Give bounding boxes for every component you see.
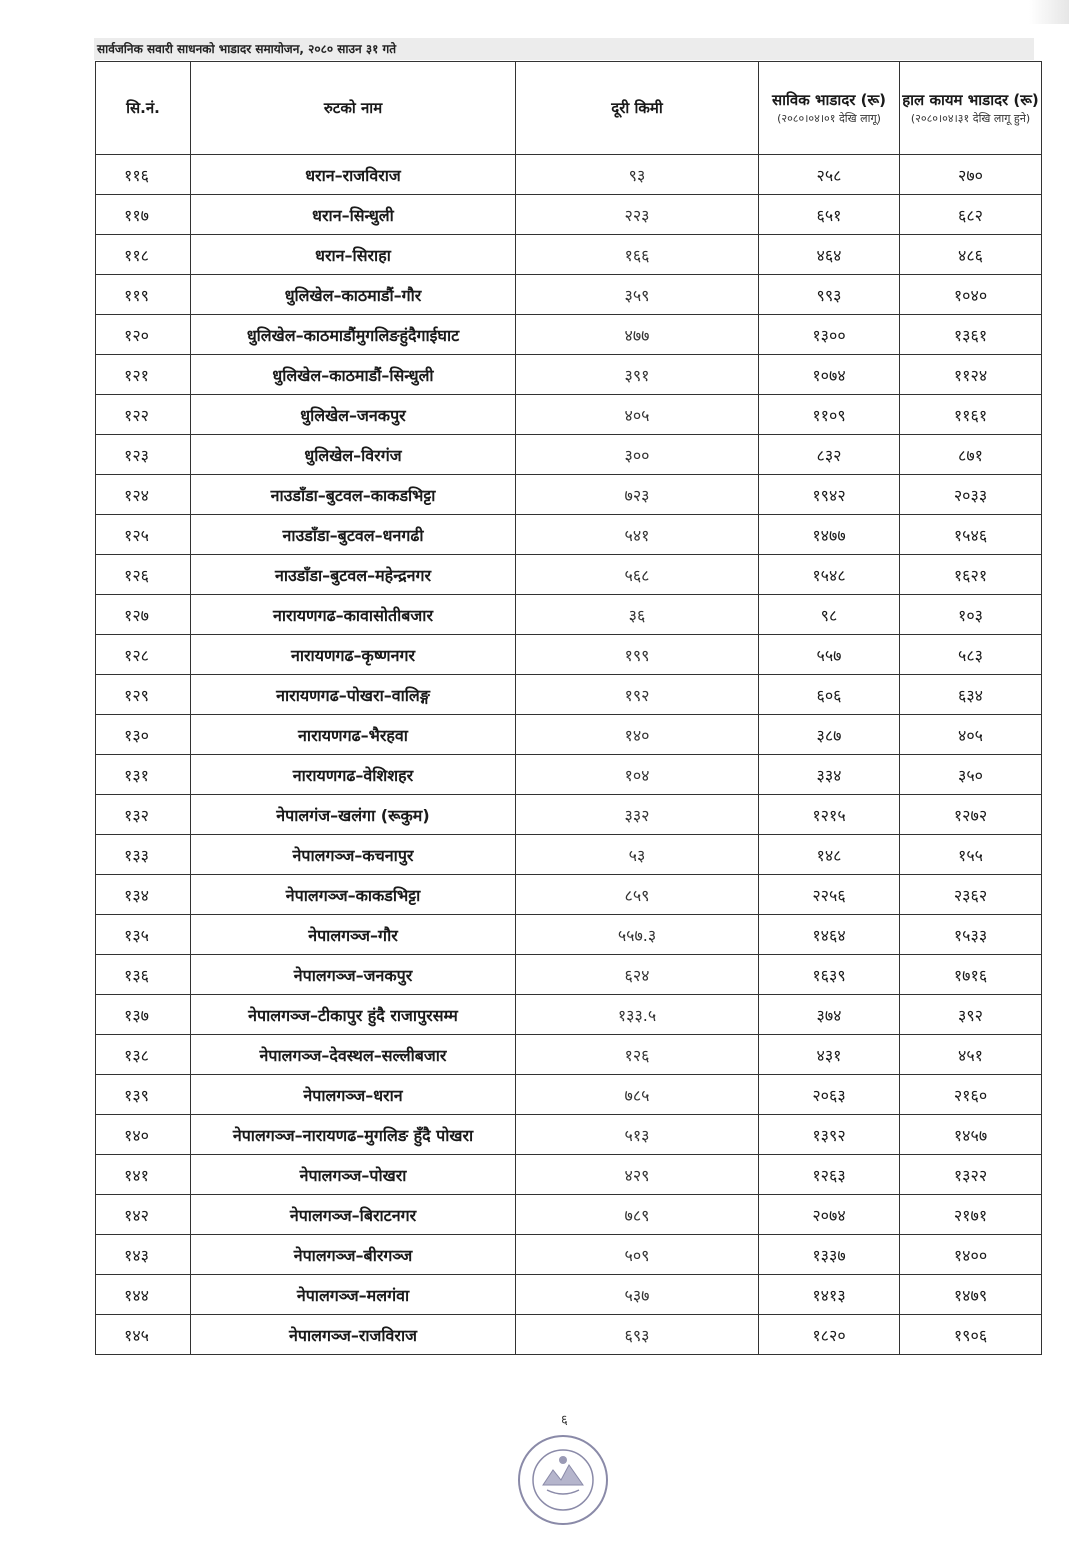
- table-row: [96, 435, 1042, 475]
- row-route-cell: नारायणगढ–कावासोतीबजार: [191, 595, 516, 635]
- row-distance-cell: १९२: [516, 675, 759, 715]
- row-distance-cell: ७८९: [516, 1195, 759, 1235]
- row-sn-cell: १२०: [96, 315, 191, 355]
- table-row: [96, 715, 1042, 755]
- row-route-cell: नाउडाँडा–बुटवल–धनगढी: [191, 515, 516, 555]
- table-row: [96, 195, 1042, 235]
- row-route-cell: नारायणगढ–वेशिशहर: [191, 755, 516, 795]
- row-old-rate-cell: २०६३: [759, 1075, 900, 1115]
- row-sn-cell: १२५: [96, 515, 191, 555]
- row-current-rate-cell: १३२२: [900, 1155, 1042, 1195]
- row-distance-cell: ५४१: [516, 515, 759, 555]
- row-old-rate-cell: १५४८: [759, 555, 900, 595]
- row-sn-cell: १३९: [96, 1075, 191, 1115]
- row-current-rate-cell: १३६१: [900, 315, 1042, 355]
- row-current-rate-cell: ६८२: [900, 195, 1042, 235]
- scan-glare: [1029, 0, 1069, 24]
- row-route-cell: नेपालगञ्ज–जनकपुर: [191, 955, 516, 995]
- row-route-cell: नेपालगञ्ज–बिराटनगर: [191, 1195, 516, 1235]
- table-row: [96, 955, 1042, 995]
- row-old-rate-cell: ३३४: [759, 755, 900, 795]
- row-route-cell: नारायणगढ–भैरहवा: [191, 715, 516, 755]
- row-current-rate-cell: १०४०: [900, 275, 1042, 315]
- row-sn-cell: १२२: [96, 395, 191, 435]
- row-route-cell: नारायणगढ–पोखरा–वालिङ्ग: [191, 675, 516, 715]
- row-sn-cell: १२६: [96, 555, 191, 595]
- row-sn-cell: १४२: [96, 1195, 191, 1235]
- column-header-old-rate-label: साविक भाडादर (रू): [771, 91, 887, 109]
- row-current-rate-cell: १५४६: [900, 515, 1042, 555]
- row-sn-cell: १३७: [96, 995, 191, 1035]
- row-current-rate-cell: १५५: [900, 835, 1042, 875]
- row-current-rate-cell: १४००: [900, 1235, 1042, 1275]
- row-route-cell: धुलिखेल–काठमाडौंमुगलिङहुंदैगाईघाट: [191, 315, 516, 355]
- row-route-cell: नेपालगञ्ज–देवस्थल–सल्लीबजार: [191, 1035, 516, 1075]
- row-sn-cell: १४४: [96, 1275, 191, 1315]
- row-old-rate-cell: ९८: [759, 595, 900, 635]
- document-title: सार्वजनिक सवारी साधनको भाडादर समायोजन, २०८० साउन ३१ गते: [97, 42, 397, 56]
- row-route-cell: धुलिखेल–विरगंज: [191, 435, 516, 475]
- row-sn-cell: १३४: [96, 875, 191, 915]
- row-current-rate-cell: ४५१: [900, 1035, 1042, 1075]
- row-old-rate-cell: १२१५: [759, 795, 900, 835]
- table-row: [96, 1275, 1042, 1315]
- row-distance-cell: ७८५: [516, 1075, 759, 1115]
- row-old-rate-cell: १३३७: [759, 1235, 900, 1275]
- row-route-cell: नेपालगञ्ज–राजविराज: [191, 1315, 516, 1355]
- row-route-cell: नाउडाँडा–बुटवल–काकडभिट्टा: [191, 475, 516, 515]
- row-route-cell: धरान–राजविराज: [191, 155, 516, 195]
- row-route-cell: नेपालगञ्ज–गौर: [191, 915, 516, 955]
- table-row: [96, 795, 1042, 835]
- row-distance-cell: २२३: [516, 195, 759, 235]
- row-distance-cell: ९३: [516, 155, 759, 195]
- official-seal-icon: [513, 1430, 613, 1530]
- row-current-rate-cell: २७०: [900, 155, 1042, 195]
- row-distance-cell: ३५९: [516, 275, 759, 315]
- table-row: [96, 1195, 1042, 1235]
- row-current-rate-cell: १०३: [900, 595, 1042, 635]
- column-header-current-rate-label: हाल कायम भाडादर (रू): [902, 91, 1039, 109]
- row-old-rate-cell: ११०९: [759, 395, 900, 435]
- row-old-rate-cell: ३७४: [759, 995, 900, 1035]
- table-row: [96, 595, 1042, 635]
- table-row: [96, 1155, 1042, 1195]
- row-distance-cell: १३३.५: [516, 995, 759, 1035]
- row-current-rate-cell: ११६१: [900, 395, 1042, 435]
- column-header-current-rate: [900, 62, 1042, 155]
- table-row: [96, 275, 1042, 315]
- row-current-rate-cell: २३६२: [900, 875, 1042, 915]
- row-old-rate-cell: १३००: [759, 315, 900, 355]
- row-route-cell: नेपालगञ्ज–बीरगञ्ज: [191, 1235, 516, 1275]
- row-distance-cell: ८५९: [516, 875, 759, 915]
- table-row: [96, 835, 1042, 875]
- row-current-rate-cell: २०३३: [900, 475, 1042, 515]
- row-distance-cell: ४०५: [516, 395, 759, 435]
- row-sn-cell: १२३: [96, 435, 191, 475]
- row-route-cell: नेपालगञ्ज–टीकापुर हुंदै राजापुरसम्म: [191, 995, 516, 1035]
- row-distance-cell: १२६: [516, 1035, 759, 1075]
- row-route-cell: नेपालगंज–खलंगा (रूकुम): [191, 795, 516, 835]
- row-route-cell: धुलिखेल–जनकपुर: [191, 395, 516, 435]
- table-row: [96, 515, 1042, 555]
- row-route-cell: नारायणगढ–कृष्णनगर: [191, 635, 516, 675]
- row-current-rate-cell: ५८३: [900, 635, 1042, 675]
- row-old-rate-cell: ३८७: [759, 715, 900, 755]
- row-old-rate-cell: १४७७: [759, 515, 900, 555]
- row-current-rate-cell: १९०६: [900, 1315, 1042, 1355]
- row-route-cell: नेपालगञ्ज–पोखरा: [191, 1155, 516, 1195]
- table-row: [96, 155, 1042, 195]
- table-row: [96, 395, 1042, 435]
- row-old-rate-cell: १४८: [759, 835, 900, 875]
- column-header-sn: [96, 62, 191, 155]
- table-row: [96, 915, 1042, 955]
- row-distance-cell: ६९३: [516, 1315, 759, 1355]
- row-distance-cell: १६६: [516, 235, 759, 275]
- row-distance-cell: ३००: [516, 435, 759, 475]
- table-row: [96, 995, 1042, 1035]
- row-old-rate-cell: २०७४: [759, 1195, 900, 1235]
- row-distance-cell: ३९१: [516, 355, 759, 395]
- row-sn-cell: १३२: [96, 795, 191, 835]
- row-distance-cell: ५३: [516, 835, 759, 875]
- row-route-cell: नेपालगञ्ज–नारायणढ–मुगलिङ हुँदै पोखरा: [191, 1115, 516, 1155]
- row-current-rate-cell: १४५७: [900, 1115, 1042, 1155]
- row-old-rate-cell: १३९२: [759, 1115, 900, 1155]
- row-old-rate-cell: ८३२: [759, 435, 900, 475]
- row-distance-cell: ५३७: [516, 1275, 759, 1315]
- row-old-rate-cell: ५५७: [759, 635, 900, 675]
- row-distance-cell: ५६८: [516, 555, 759, 595]
- table-row: [96, 875, 1042, 915]
- row-route-cell: धरान–सिन्धुली: [191, 195, 516, 235]
- row-sn-cell: १४५: [96, 1315, 191, 1355]
- row-old-rate-cell: ४६४: [759, 235, 900, 275]
- row-sn-cell: १४०: [96, 1115, 191, 1155]
- row-route-cell: नेपालगञ्ज–कचनापुर: [191, 835, 516, 875]
- table-row: [96, 355, 1042, 395]
- row-current-rate-cell: २१७१: [900, 1195, 1042, 1235]
- table-row: [96, 1235, 1042, 1275]
- row-distance-cell: ४७७: [516, 315, 759, 355]
- row-sn-cell: १३६: [96, 955, 191, 995]
- row-sn-cell: ११९: [96, 275, 191, 315]
- row-distance-cell: ४२९: [516, 1155, 759, 1195]
- column-header-old-rate: [759, 62, 900, 155]
- row-old-rate-cell: १९४२: [759, 475, 900, 515]
- table-header-row: [96, 62, 1042, 155]
- row-distance-cell: ५५७.३: [516, 915, 759, 955]
- row-old-rate-cell: २५८: [759, 155, 900, 195]
- row-sn-cell: ११६: [96, 155, 191, 195]
- table-row: [96, 755, 1042, 795]
- row-current-rate-cell: २१६०: [900, 1075, 1042, 1115]
- row-current-rate-cell: ८७१: [900, 435, 1042, 475]
- table-row: [96, 1115, 1042, 1155]
- row-distance-cell: १४०: [516, 715, 759, 755]
- table-row: [96, 315, 1042, 355]
- row-route-cell: धरान–सिराहा: [191, 235, 516, 275]
- row-sn-cell: १४३: [96, 1235, 191, 1275]
- column-header-old-rate-note: (२०८०।०४।०१ देखि लागू): [777, 112, 881, 125]
- row-route-cell: नाउडाँडा–बुटवल–महेन्द्रनगर: [191, 555, 516, 595]
- row-distance-cell: ६२४: [516, 955, 759, 995]
- column-header-distance-label: दूरी किमी: [611, 99, 663, 117]
- row-current-rate-cell: १६२१: [900, 555, 1042, 595]
- row-current-rate-cell: १२७२: [900, 795, 1042, 835]
- row-current-rate-cell: १४७९: [900, 1275, 1042, 1315]
- row-route-cell: धुलिखेल–काठमाडौं–गौर: [191, 275, 516, 315]
- row-sn-cell: १४१: [96, 1155, 191, 1195]
- row-old-rate-cell: ६५१: [759, 195, 900, 235]
- row-sn-cell: ११७: [96, 195, 191, 235]
- row-old-rate-cell: ६०६: [759, 675, 900, 715]
- row-old-rate-cell: १८२०: [759, 1315, 900, 1355]
- row-current-rate-cell: ३९२: [900, 995, 1042, 1035]
- row-current-rate-cell: ४०५: [900, 715, 1042, 755]
- row-current-rate-cell: ४८६: [900, 235, 1042, 275]
- row-distance-cell: ३३२: [516, 795, 759, 835]
- fare-table: [95, 61, 1042, 1355]
- row-old-rate-cell: ४३१: [759, 1035, 900, 1075]
- row-sn-cell: १३३: [96, 835, 191, 875]
- row-current-rate-cell: १५३३: [900, 915, 1042, 955]
- row-distance-cell: १०४: [516, 755, 759, 795]
- table-row: [96, 1315, 1042, 1355]
- row-route-cell: धुलिखेल–काठमाडौं–सिन्धुली: [191, 355, 516, 395]
- row-route-cell: नेपालगञ्ज–धरान: [191, 1075, 516, 1115]
- page-number: ६: [561, 1413, 568, 1428]
- column-header-route-label: रुटको नाम: [323, 99, 383, 117]
- row-current-rate-cell: ३५०: [900, 755, 1042, 795]
- column-header-sn-label: सि.नं.: [126, 99, 160, 117]
- table-body: [96, 155, 1042, 1355]
- row-sn-cell: १३१: [96, 755, 191, 795]
- row-sn-cell: १३०: [96, 715, 191, 755]
- row-route-cell: नेपालगञ्ज–काकडभिट्टा: [191, 875, 516, 915]
- row-distance-cell: ३६: [516, 595, 759, 635]
- row-sn-cell: १२८: [96, 635, 191, 675]
- row-route-cell: नेपालगञ्ज–मलगंवा: [191, 1275, 516, 1315]
- row-old-rate-cell: ९९३: [759, 275, 900, 315]
- row-old-rate-cell: १०७४: [759, 355, 900, 395]
- row-old-rate-cell: १२६३: [759, 1155, 900, 1195]
- row-old-rate-cell: १४६४: [759, 915, 900, 955]
- row-old-rate-cell: १६३९: [759, 955, 900, 995]
- table-row: [96, 635, 1042, 675]
- row-sn-cell: १२९: [96, 675, 191, 715]
- row-distance-cell: ५१३: [516, 1115, 759, 1155]
- row-sn-cell: १२४: [96, 475, 191, 515]
- row-current-rate-cell: १७१६: [900, 955, 1042, 995]
- row-sn-cell: १३५: [96, 915, 191, 955]
- row-current-rate-cell: ६३४: [900, 675, 1042, 715]
- table-row: [96, 675, 1042, 715]
- row-current-rate-cell: ११२४: [900, 355, 1042, 395]
- column-header-distance: [516, 62, 759, 155]
- table-row: [96, 1075, 1042, 1115]
- row-old-rate-cell: २२५६: [759, 875, 900, 915]
- column-header-current-rate-note: (२०८०।०४।३१ देखि लागू हुने): [910, 112, 1031, 125]
- row-distance-cell: १९९: [516, 635, 759, 675]
- table-row: [96, 235, 1042, 275]
- row-old-rate-cell: १४१३: [759, 1275, 900, 1315]
- row-sn-cell: १३८: [96, 1035, 191, 1075]
- row-sn-cell: ११८: [96, 235, 191, 275]
- row-distance-cell: ५०९: [516, 1235, 759, 1275]
- row-distance-cell: ७२३: [516, 475, 759, 515]
- table-row: [96, 475, 1042, 515]
- row-sn-cell: १२७: [96, 595, 191, 635]
- table-row: [96, 1035, 1042, 1075]
- row-sn-cell: १२१: [96, 355, 191, 395]
- table-row: [96, 555, 1042, 595]
- column-header-route: [191, 62, 516, 155]
